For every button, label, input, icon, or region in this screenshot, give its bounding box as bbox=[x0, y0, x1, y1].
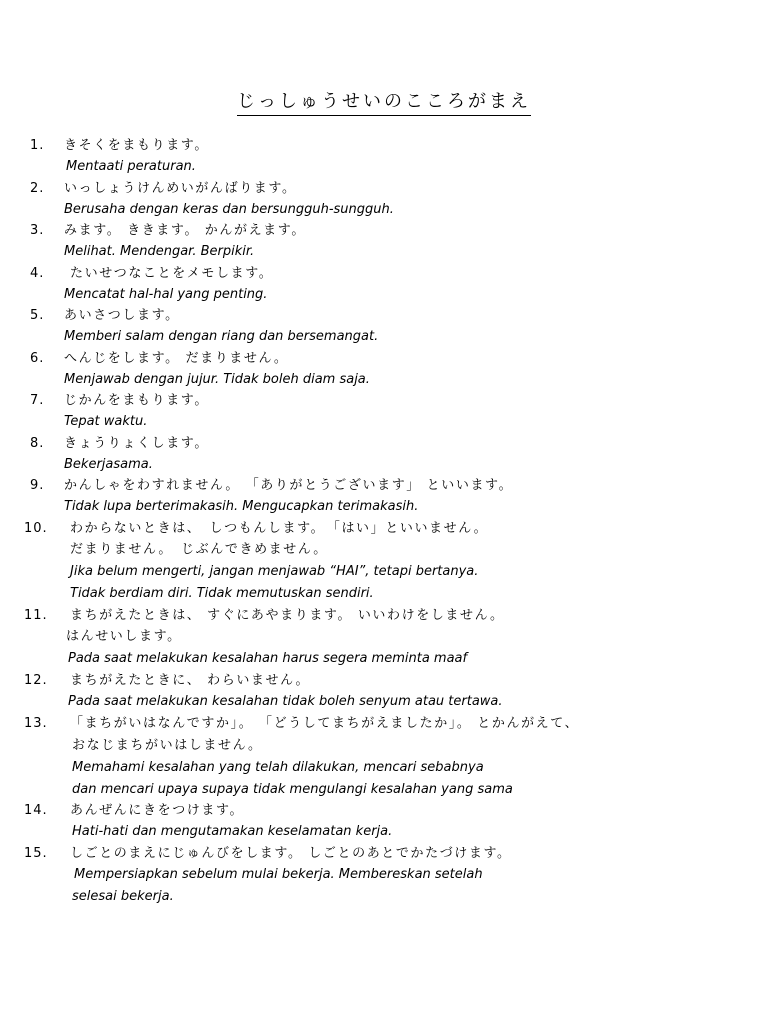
item-translation: Mencatat hal-hal yang penting. bbox=[64, 287, 268, 302]
item-number: 4. bbox=[30, 266, 45, 281]
item-number: 6. bbox=[30, 351, 45, 366]
document-title-text: じっしゅうせいのこころがまえ bbox=[237, 90, 531, 116]
item-translation: Jika belum mengerti, jangan menjawab “HAI”, tetapi bertanya. bbox=[70, 564, 479, 579]
item-number: 5. bbox=[30, 308, 45, 323]
item-japanese: まちがえたときは、 すぐにあやまります。 いいわけをしません。 bbox=[70, 608, 505, 623]
item-number: 13. bbox=[24, 716, 48, 731]
item-number: 8. bbox=[30, 436, 45, 451]
item-translation: Pada saat melakukan kesalahan harus segera meminta maaf bbox=[68, 651, 468, 666]
item-japanese: まちがえたときに、 わらいません。 bbox=[70, 673, 311, 688]
item-japanese-continued: おなじまちがいはしません。 bbox=[72, 738, 263, 753]
item-translation: Mempersiapkan sebelum mulai bekerja. Membereskan setelah bbox=[74, 867, 483, 882]
item-number: 1. bbox=[30, 138, 45, 153]
item-translation-continued: Tidak berdiam diri. Tidak memutuskan sendiri. bbox=[70, 586, 374, 601]
item-number: 15. bbox=[24, 846, 48, 861]
item-number: 2. bbox=[30, 181, 45, 196]
item-japanese: あいさつします。 bbox=[64, 308, 180, 323]
item-japanese: じかんをまもります。 bbox=[64, 393, 209, 408]
document-title bbox=[0, 90, 768, 116]
item-translation: Memberi salam dengan riang dan bersemangat. bbox=[64, 329, 379, 344]
item-number: 11. bbox=[24, 608, 48, 623]
item-translation: Memahami kesalahan yang telah dilakukan, mencari sebabnya bbox=[72, 760, 484, 775]
item-translation: Mentaati peraturan. bbox=[66, 159, 196, 174]
item-japanese: かんしゃをわすれません。 「ありがとうございます」 といいます。 bbox=[64, 478, 514, 493]
item-translation: Pada saat melakukan kesalahan tidak boleh senyum atau tertawa. bbox=[68, 694, 503, 709]
item-japanese: へんじをします。 だまりません。 bbox=[64, 351, 289, 366]
item-japanese: しごとのまえにじゅんびをします。 しごとのあとでかたづけます。 bbox=[70, 846, 512, 861]
item-japanese: 「まちがいはなんですか」。 「どうしてまちがえましたか」。 とかんがえて、 bbox=[70, 716, 580, 731]
item-japanese: きょうりょくします。 bbox=[64, 436, 209, 451]
item-number: 3. bbox=[30, 223, 45, 238]
item-japanese: いっしょうけんめいがんばります。 bbox=[64, 181, 297, 196]
item-japanese-continued: だまりません。 じぶんできめません。 bbox=[70, 542, 328, 557]
item-japanese: みます。 ききます。 かんがえます。 bbox=[64, 223, 306, 238]
item-translation: Hati-hati dan mengutamakan keselamatan kerja. bbox=[72, 824, 393, 839]
item-translation: Menjawab dengan jujur. Tidak boleh diam saja. bbox=[64, 372, 370, 387]
item-number: 7. bbox=[30, 393, 45, 408]
item-japanese-continued: はんせいします。 bbox=[66, 629, 182, 644]
item-translation: Tepat waktu. bbox=[64, 414, 148, 429]
item-number: 9. bbox=[30, 478, 45, 493]
item-translation: Melihat. Mendengar. Berpikir. bbox=[64, 244, 255, 259]
item-japanese: きそくをまもります。 bbox=[64, 138, 209, 153]
item-japanese: わからないときは、 しつもんします。 「はい」といいません。 bbox=[70, 521, 489, 536]
item-number: 10. bbox=[24, 521, 48, 536]
item-number: 12. bbox=[24, 673, 48, 688]
item-translation-continued: dan mencari upaya supaya tidak mengulangi kesalahan yang sama bbox=[72, 782, 513, 797]
item-translation: Berusaha dengan keras dan bersungguh-sungguh. bbox=[64, 202, 394, 217]
item-translation: Tidak lupa berterimakasih. Mengucapkan terimakasih. bbox=[64, 499, 419, 514]
item-translation-continued: selesai bekerja. bbox=[72, 889, 174, 904]
item-japanese: たいせつなことをメモします。 bbox=[70, 266, 274, 281]
item-translation: Bekerjasama. bbox=[64, 457, 153, 472]
item-number: 14. bbox=[24, 803, 48, 818]
item-japanese: あんぜんにきをつけます。 bbox=[70, 803, 245, 818]
